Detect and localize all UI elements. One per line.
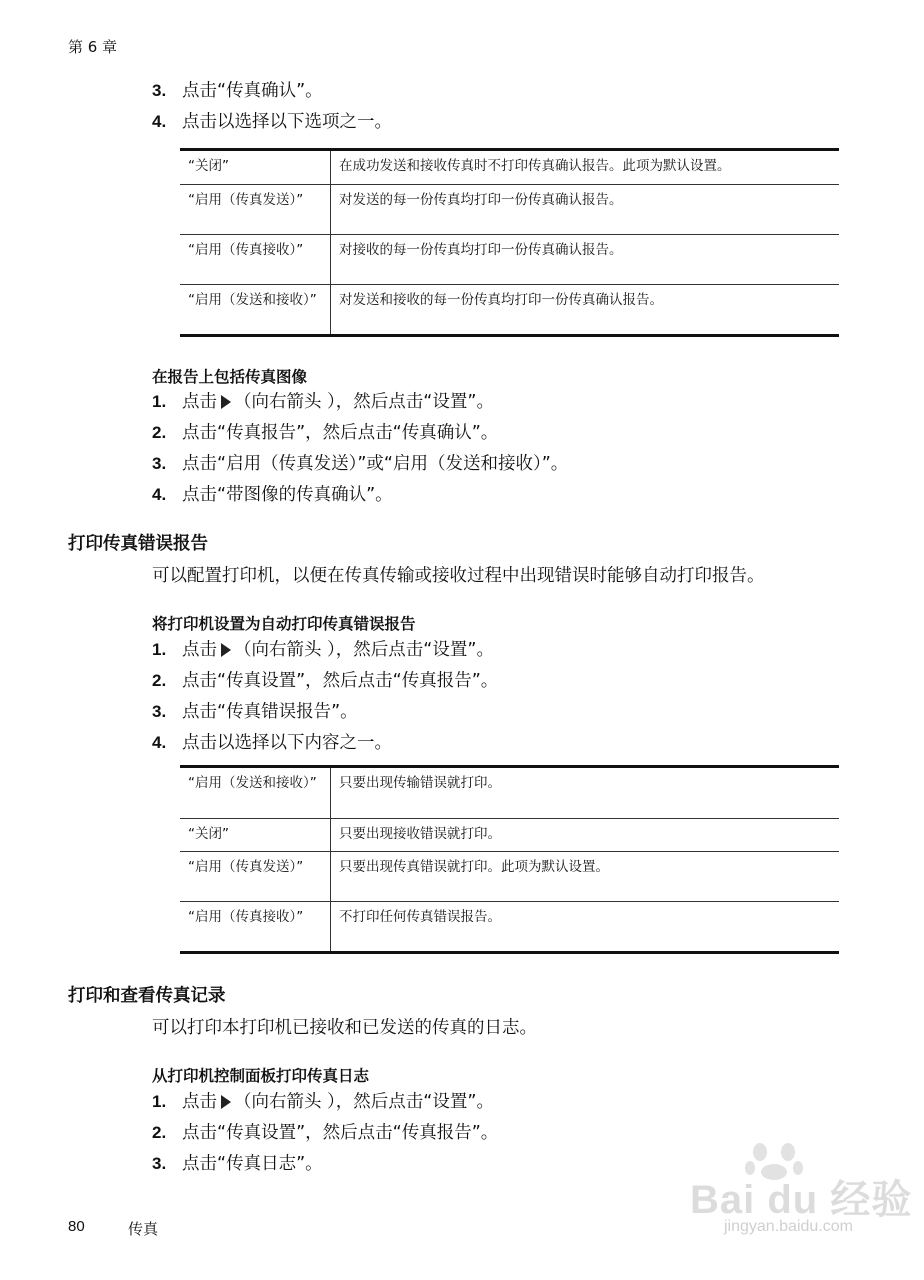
fax-log-steps (152, 1086, 498, 1179)
right-arrow-icon (221, 1095, 231, 1109)
watermark-url: jingyan.baidu.com (724, 1218, 853, 1235)
table-bottom-rule (180, 951, 839, 954)
list-item: 3. 点击“启用（传真发送）”或“启用（发送和接收）”。 (152, 454, 569, 474)
desc-cell: 对发送和接收的每一份传真均打印一份传真确认报告。 (339, 291, 663, 308)
desc-cell: 对接收的每一份传真均打印一份传真确认报告。 (339, 241, 623, 258)
table-row (180, 151, 839, 184)
desc-cell: 对发送的每一份传真均打印一份传真确认报告。 (339, 191, 623, 208)
table-bottom-rule (180, 334, 839, 337)
option-cell: “关闭” (180, 151, 331, 184)
list-item: 4. 点击“带图像的传真确认”。 (152, 485, 393, 505)
confirm-steps (152, 75, 392, 137)
list-item: 1. 点击 （向右箭头 ），然后点击“设置”。 (152, 392, 494, 412)
desc-cell: 只要出现传真错误就打印。此项为默认设置。 (339, 858, 609, 875)
table-row (180, 184, 839, 234)
error-report-intro: 可以配置打印机，以便在传真传输或接收过程中出现错误时能够自动打印报告。 (152, 566, 765, 586)
chapter-label: 第 6 章 (68, 38, 118, 56)
list-item: 4. 点击以选择以下选项之一。 (152, 112, 392, 132)
desc-cell: 不打印任何传真错误报告。 (339, 908, 501, 925)
list-item: 1. 点击 （向右箭头 ），然后点击“设置”。 (152, 640, 494, 660)
list-item: 1. 点击 （向右箭头 ），然后点击“设置”。 (152, 1092, 494, 1112)
right-arrow-icon (221, 643, 231, 657)
table-row (180, 818, 839, 851)
option-cell: “启用（发送和接收）” (180, 284, 331, 334)
list-item: 2. 点击“传真报告”，然后点击“传真确认”。 (152, 423, 499, 443)
right-arrow-icon (221, 395, 231, 409)
list-item: 4. 点击以选择以下内容之一。 (152, 733, 392, 753)
option-cell: “启用（发送和接收）” (180, 768, 331, 818)
confirm-options-table (180, 151, 839, 334)
option-cell: “启用（传真发送）” (180, 184, 331, 234)
table-row (180, 768, 839, 818)
include-image-heading: 在报告上包括传真图像 (152, 368, 308, 386)
error-report-title: 打印传真错误报告 (68, 534, 208, 554)
list-item: 2. 点击“传真设置”，然后点击“传真报告”。 (152, 671, 499, 691)
list-item: 3. 点击“传真确认”。 (152, 81, 323, 101)
baidu-watermark (684, 1140, 913, 1240)
table-row (180, 284, 839, 334)
fax-log-intro: 可以打印本打印机已接收和已发送的传真的日志。 (152, 1018, 537, 1038)
list-item: 2. 点击“传真设置”，然后点击“传真报告”。 (152, 1123, 499, 1143)
table-row (180, 851, 839, 901)
error-report-steps (152, 634, 498, 758)
list-item: 3. 点击“传真日志”。 (152, 1154, 323, 1174)
fax-log-heading: 从打印机控制面板打印传真日志 (152, 1067, 370, 1085)
error-report-heading: 将打印机设置为自动打印传真错误报告 (152, 615, 416, 633)
table-row (180, 901, 839, 951)
watermark-logo: Bai du 经验 (690, 1178, 913, 1222)
desc-cell: 在成功发送和接收传真时不打印传真确认报告。此项为默认设置。 (339, 158, 731, 174)
fax-log-title: 打印和查看传真记录 (68, 986, 226, 1006)
list-item: 3. 点击“传真错误报告”。 (152, 702, 358, 722)
option-cell: “启用（传真接收）” (180, 234, 331, 284)
page-number: 80 (68, 1218, 85, 1235)
option-cell: “启用（传真接收）” (180, 901, 331, 951)
table-row (180, 234, 839, 284)
desc-cell: 只要出现传输错误就打印。 (339, 775, 501, 791)
option-cell: “启用（传真发送）” (180, 851, 331, 901)
error-options-table (180, 768, 839, 951)
include-image-steps (152, 386, 568, 510)
desc-cell: 只要出现接收错误就打印。 (339, 825, 501, 842)
option-cell: “关闭” (180, 818, 331, 851)
footer-title: 传真 (128, 1220, 159, 1238)
